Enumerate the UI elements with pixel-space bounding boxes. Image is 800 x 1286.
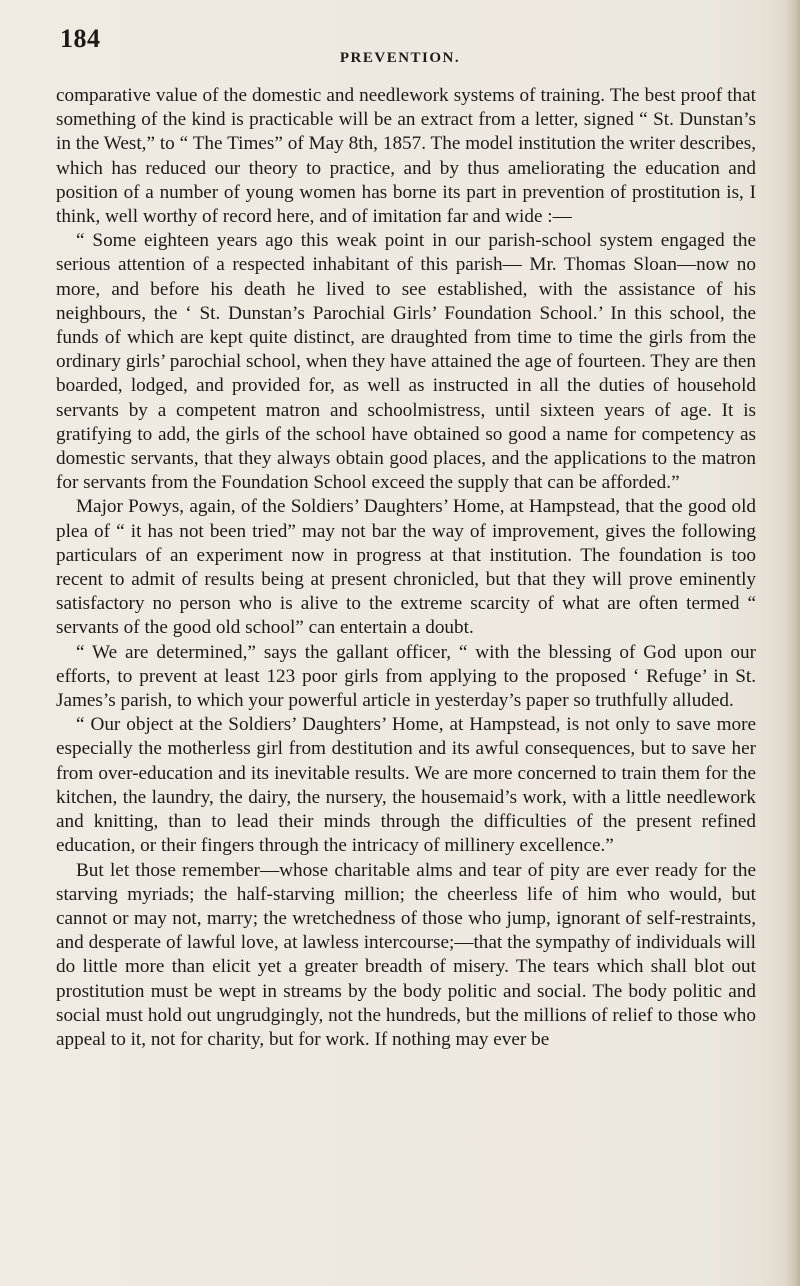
page-number: 184 (60, 24, 101, 53)
running-head: PREVENTION. (339, 50, 461, 66)
page-body (56, 84, 756, 1052)
paragraph: “ We are determined,” says the gallant officer, “ with the blessing of God upon our efforts, to prevent at least 123 poor girls from applying to the proposed ‘ Refuge’ in St. James’s parish, to which your powerful article in yesterday’s paper so truthfully alluded. (56, 641, 756, 712)
paragraph: comparative value of the domestic and needlework systems of training. The best proof that something of the kind is practicable will be an extract from a letter, signed “ St. Dunstan’s in the West,” to “ The Times” of May 8th, 1857. The model institution the writer describes, which has reduced our theory to practice, and by thus ameliorating the education and position of a number of young women has borne its part in prevention of prostitution is, I think, well worthy of record here, and of imitation far and wide :— (56, 85, 756, 228)
paragraph: But let those remember—whose charitable alms and tear of pity are ever ready for the starving myriads; the half-starving million; the cheerless life of him who would, but cannot or may not, marry; the wretchedness of those who jump, ignorant of self-restraints, and desperate of lawful love, at lawless intercourse;—that the sympathy of individuals will do little more than elicit yet a greater breadth of misery. The tears which shall blot out prostitution must be wept in streams by the body politic and social. The body politic and social must hold out ungrudgingly, not the hundreds, but the millions of relief to those who appeal to it, not for charity, but for work. If nothing may ever be (56, 859, 756, 1050)
paragraph: “ Some eighteen years ago this weak point in our parish-school system engaged the serious attention of a respected inhabitant of this parish— Mr. Thomas Sloan—now no more, and before his death he lived to see established, with the assistance of his neighbours, the ‘ St. Dunstan’s Parochial Girls’ Foundation School.’ In this school, the funds of which are kept quite distinct, are draughted from time to time the girls from the ordinary girls’ parochial school, when they have attained the age of fourteen. They are then boarded, lodged, and provided for, as well as instructed in all the duties of household servants by a competent matron and schoolmistress, until sixteen years of age. It is gratifying to add, the girls of the school have obtained so good a name for competency as domestic servants, that they always obtain good places, and the applications to the matron for servants from the Foundation School exceed the supply that can be afforded.” (56, 230, 756, 494)
paragraph: Major Powys, again, of the Soldiers’ Daughters’ Home, at Hampstead, that the good old plea of “ it has not been tried” may not bar the way of improvement, gives the following particulars of an experiment now in progress at that institution. The foundation is too recent to admit of results being at present chronicled, but that they will prove eminently satisfactory no person who is alive to the extreme scarcity of what are often termed “ servants of the good old school” can entertain a doubt. (56, 496, 756, 639)
paragraph: “ Our object at the Soldiers’ Daughters’ Home, at Hampstead, is not only to save more especially the motherless girl from destitution and its awful consequences, but to save her from over-education and its inevitable results. We are more concerned to train them for the kitchen, the laundry, the dairy, the nursery, the housemaid’s work, with a little needlework and knitting, than to lead their minds through the difficulties of the present refined education, or their fingers through the intricacy of millinery excellence.” (56, 714, 756, 857)
page-edge-shadow (786, 0, 800, 1286)
